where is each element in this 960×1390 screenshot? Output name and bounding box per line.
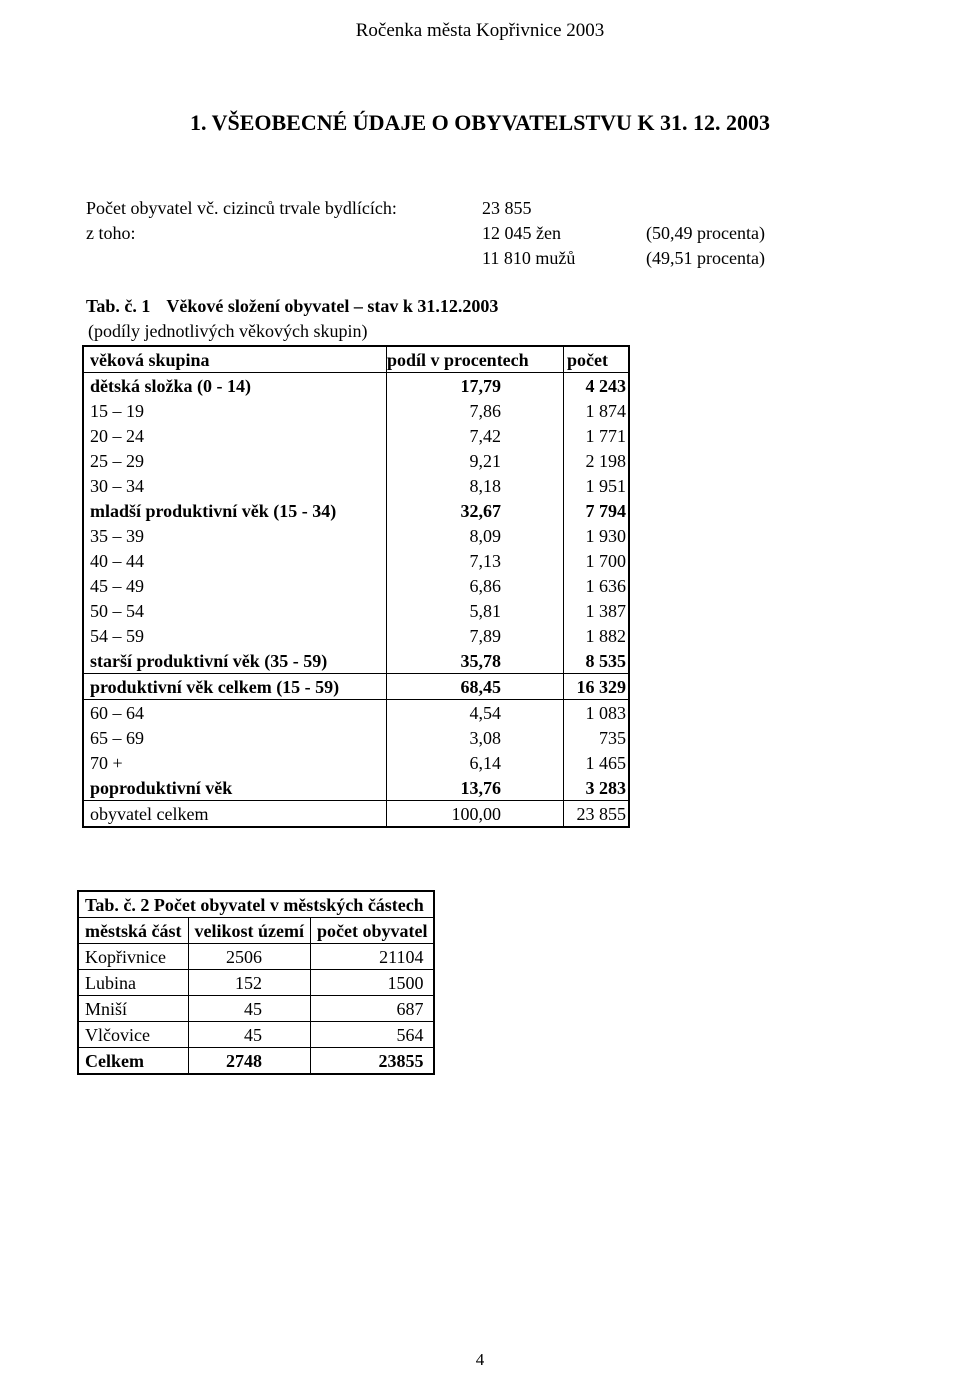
table-header-row <box>83 346 629 373</box>
table-row <box>83 573 629 598</box>
percent-cell: 7,13 <box>469 550 501 571</box>
count-cell: 1 636 <box>564 573 630 598</box>
percent-cell-wrap <box>387 573 564 598</box>
summary-note <box>646 196 846 221</box>
population-cell: 564 <box>311 1022 435 1048</box>
area-cell: 45 <box>188 1022 311 1048</box>
table1-caption-text: Věkové složení obyvatel – stav k 31.12.2003 <box>166 296 499 316</box>
table-row <box>83 598 629 623</box>
city-part-cell: Kopřivnice <box>78 944 188 970</box>
city-part-cell: Vlčovice <box>78 1022 188 1048</box>
percent-cell-wrap <box>387 598 564 623</box>
count-cell: 1 882 <box>564 623 630 648</box>
column-header-city-part: městská část <box>78 918 188 944</box>
table-row <box>83 423 629 448</box>
page-number: 4 <box>475 1350 485 1369</box>
percent-cell-wrap <box>387 398 564 423</box>
population-summary <box>86 196 846 271</box>
table-row <box>83 750 629 775</box>
age-structure-table <box>82 345 630 828</box>
area-cell: 45 <box>188 996 311 1022</box>
percent-cell: 9,21 <box>469 450 501 471</box>
count-cell: 7 794 <box>564 498 630 523</box>
count-cell: 735 <box>564 725 630 750</box>
table-row <box>78 944 434 970</box>
age-group-cell: 15 – 19 <box>83 398 387 423</box>
percent-cell: 68,45 <box>460 676 501 697</box>
count-cell: 2 198 <box>564 448 630 473</box>
count-cell: 1 465 <box>564 750 630 775</box>
table1-subtitle: (podíly jednotlivých věkových skupin) <box>88 321 368 341</box>
page-header-title: Ročenka města Kopřivnice 2003 <box>355 20 605 41</box>
age-group-cell: dětská složka (0 - 14) <box>83 373 387 399</box>
percent-cell-wrap <box>387 725 564 750</box>
summary-value: 23 855 <box>482 198 532 218</box>
count-cell: 8 535 <box>564 648 630 674</box>
age-group-cell: 35 – 39 <box>83 523 387 548</box>
percent-cell-wrap <box>387 648 564 674</box>
percent-cell-wrap <box>387 548 564 573</box>
table-row <box>83 448 629 473</box>
count-cell: 1 951 <box>564 473 630 498</box>
table-row <box>78 1022 434 1048</box>
percent-cell: 7,86 <box>469 400 501 421</box>
percent-cell-wrap <box>387 801 564 828</box>
summary-note: (50,49 procenta) <box>646 223 765 243</box>
table-row <box>83 674 629 700</box>
age-group-cell: poproduktivní věk <box>83 775 387 801</box>
table-row <box>83 725 629 750</box>
count-cell: 1 387 <box>564 598 630 623</box>
summary-value: 12 045 žen <box>482 223 561 243</box>
column-header-count: počet <box>564 346 630 373</box>
percent-cell: 13,76 <box>460 777 501 798</box>
population-cell: 1500 <box>311 970 435 996</box>
table-row <box>83 473 629 498</box>
percent-cell: 3,08 <box>469 727 501 748</box>
percent-cell: 32,67 <box>460 500 501 521</box>
table-row <box>83 398 629 423</box>
column-header-population: počet obyvatel <box>311 918 435 944</box>
table2-caption: Tab. č. 2 Počet obyvatel v městských částech <box>78 891 434 918</box>
summary-label: z toho: <box>86 223 136 243</box>
population-cell: 687 <box>311 996 435 1022</box>
table-row <box>83 801 629 828</box>
table-row <box>83 648 629 674</box>
percent-cell-wrap <box>387 498 564 523</box>
table2-caption-row <box>78 891 434 918</box>
percent-cell-wrap <box>387 775 564 801</box>
table-row <box>83 623 629 648</box>
percent-cell-wrap <box>387 700 564 726</box>
age-group-cell: 70 + <box>83 750 387 775</box>
percent-cell-wrap <box>387 750 564 775</box>
city-part-cell: Celkem <box>78 1048 188 1075</box>
column-header-age-group: věková skupina <box>83 346 387 373</box>
population-cell: 23855 <box>311 1048 435 1075</box>
table-row <box>83 373 629 399</box>
table-row <box>83 548 629 573</box>
table-row <box>78 1048 434 1075</box>
count-cell: 1 930 <box>564 523 630 548</box>
table-row <box>83 523 629 548</box>
percent-cell: 7,89 <box>469 625 501 646</box>
summary-note: (49,51 procenta) <box>646 248 765 268</box>
city-part-cell: Mniší <box>78 996 188 1022</box>
summary-row <box>86 246 846 271</box>
count-cell: 1 083 <box>564 700 630 726</box>
population-cell: 21104 <box>311 944 435 970</box>
age-group-cell: 65 – 69 <box>83 725 387 750</box>
table-row <box>78 996 434 1022</box>
percent-cell-wrap <box>387 423 564 448</box>
percent-cell: 6,86 <box>469 575 501 596</box>
percent-cell-wrap <box>387 373 564 399</box>
percent-cell: 17,79 <box>460 375 501 396</box>
count-cell: 16 329 <box>564 674 630 700</box>
percent-cell: 4,54 <box>469 702 501 723</box>
age-group-cell: 25 – 29 <box>83 448 387 473</box>
percent-cell: 7,42 <box>469 425 501 446</box>
age-group-cell: obyvatel celkem <box>83 801 387 828</box>
summary-row <box>86 196 846 221</box>
table-row <box>83 498 629 523</box>
age-group-cell: starší produktivní věk (35 - 59) <box>83 648 387 674</box>
table-row <box>83 775 629 801</box>
count-cell: 4 243 <box>564 373 630 399</box>
count-cell: 3 283 <box>564 775 630 801</box>
percent-cell-wrap <box>387 674 564 700</box>
area-cell: 152 <box>188 970 311 996</box>
table1-caption-prefix: Tab. č. 1 <box>86 296 151 316</box>
percent-cell-wrap <box>387 448 564 473</box>
city-parts-table <box>77 890 435 1075</box>
percent-cell-wrap <box>387 473 564 498</box>
age-group-cell: mladší produktivní věk (15 - 34) <box>83 498 387 523</box>
age-group-cell: 40 – 44 <box>83 548 387 573</box>
percent-cell: 35,78 <box>460 650 501 671</box>
section-heading: 1. VŠEOBECNÉ ÚDAJE O OBYVATELSTVU K 31. 12. 2003 <box>189 110 771 135</box>
area-cell: 2748 <box>188 1048 311 1075</box>
percent-cell-wrap <box>387 623 564 648</box>
age-group-cell: 20 – 24 <box>83 423 387 448</box>
percent-cell: 8,18 <box>469 475 501 496</box>
summary-label: Počet obyvatel vč. cizinců trvale bydlících: <box>86 198 397 218</box>
percent-cell: 8,09 <box>469 525 501 546</box>
city-part-cell: Lubina <box>78 970 188 996</box>
column-header-percent: podíl v procentech <box>387 346 564 373</box>
age-group-cell: 60 – 64 <box>83 700 387 726</box>
age-group-cell: 54 – 59 <box>83 623 387 648</box>
count-cell: 23 855 <box>564 801 630 828</box>
column-header-area: velikost území <box>188 918 311 944</box>
summary-label <box>86 246 482 271</box>
count-cell: 1 874 <box>564 398 630 423</box>
percent-cell: 100,00 <box>451 803 501 824</box>
age-group-cell: 50 – 54 <box>83 598 387 623</box>
age-group-cell: 45 – 49 <box>83 573 387 598</box>
table-header-row <box>78 918 434 944</box>
percent-cell-wrap <box>387 523 564 548</box>
count-cell: 1 700 <box>564 548 630 573</box>
age-group-cell: produktivní věk celkem (15 - 59) <box>83 674 387 700</box>
summary-value: 11 810 mužů <box>482 248 576 268</box>
summary-row <box>86 221 846 246</box>
percent-cell: 5,81 <box>469 600 501 621</box>
age-group-cell: 30 – 34 <box>83 473 387 498</box>
count-cell: 1 771 <box>564 423 630 448</box>
area-cell: 2506 <box>188 944 311 970</box>
table-row <box>78 970 434 996</box>
table1-caption <box>86 294 498 319</box>
percent-cell: 6,14 <box>469 752 501 773</box>
table-row <box>83 700 629 726</box>
